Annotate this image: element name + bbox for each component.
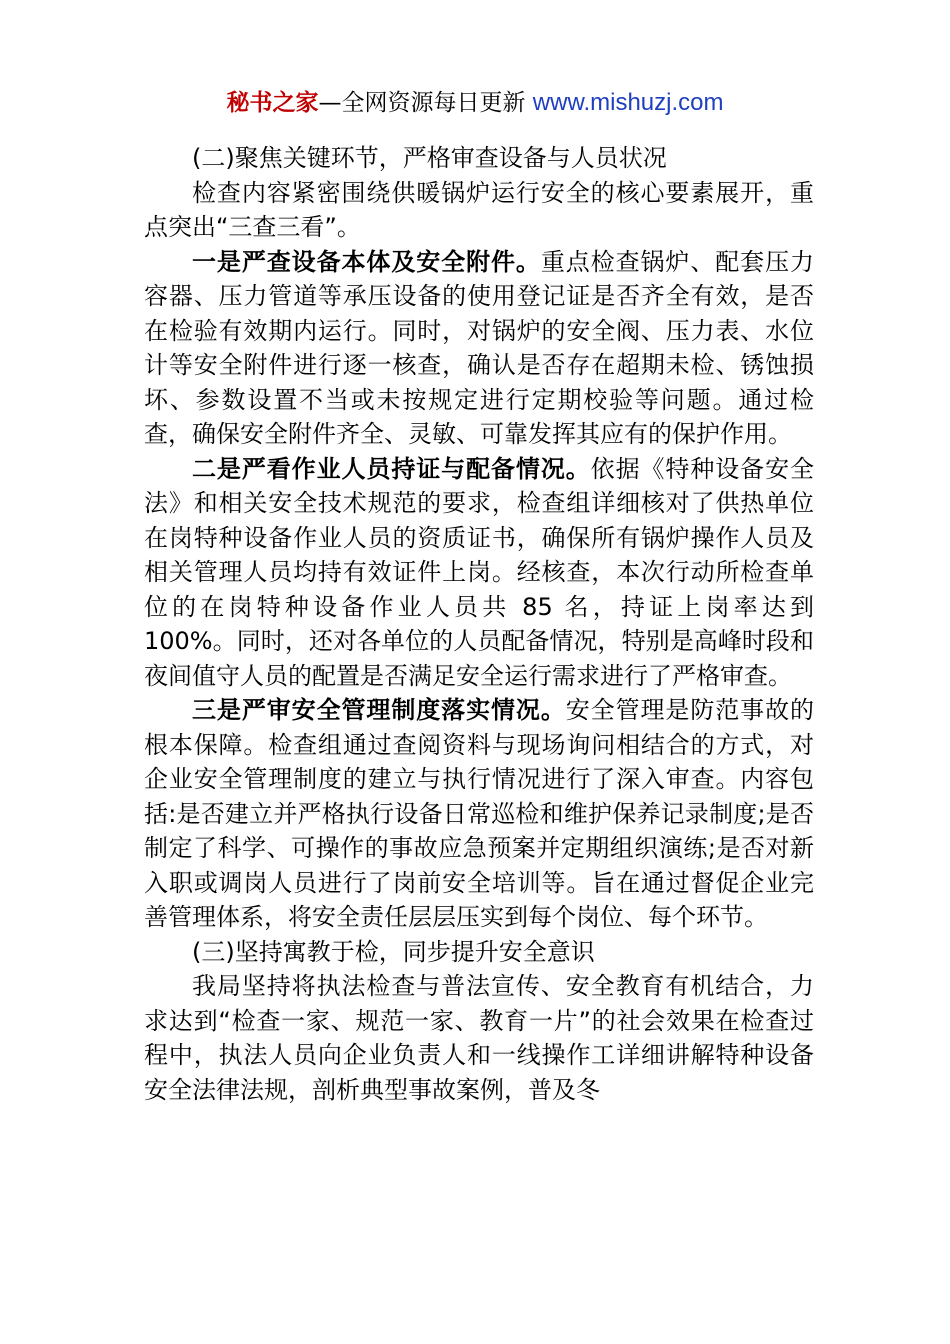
paragraph-lead: 三是严审安全管理制度落实情况。 (192, 696, 566, 724)
section-heading-2 (144, 141, 814, 176)
paragraph-lead: 一是严查设备本体及安全附件。 (192, 247, 541, 276)
paragraph-text: 安全管理是防范事故的根本保障。检查组通过查阅资料与现场询问相结合的方式，对企业安全管理制度的建立与执行情况进行了深入审查。内容包括:是否建立并严格执行设备日常巡检和维护保养记录制度;是否制定了科学、可操作的事故应急预案并定期组织演练;是否对新入职或调岗人员进行了岗前安全培训等。旨在通过督促企业完善管理体系，将安全责任层层压实到每个岗位、每个环节。 (144, 696, 814, 931)
site-slogan: —全网资源每日更新 (318, 90, 526, 116)
paragraph-text: 重点检查锅炉、配套压力容器、压力管道等承压设备的使用登记证是否齐全有效，是否在检验有效期内运行。同时，对锅炉的安全阀、压力表、水位计等安全附件进行逐一核查，确认是否存在超期未检、锈蚀损坏、参数设置不当或未按规定进行定期校验等问题。通过检查，确保安全附件齐全、灵敏、可靠发挥其应有的保护作用。 (144, 247, 815, 448)
site-header (0, 86, 950, 120)
paragraph-education (144, 969, 814, 1107)
paragraph-intro (144, 176, 814, 245)
paragraph-text: 依据《特种设备安全法》和相关安全技术规范的要求，检查组详细核对了供热单位在岗特种设备作业人员的资质证书，确保所有锅炉操作人员及相关管理人员均持有效证件上岗。经核查，本次行动所检查单位的在岗特种设备作业人员共 85 名，持证上岗率达到 100%。同时，还对各单位的人员配备情况，特别是高峰时段和夜间值守人员的配置是否满足安全运行需求进行了严格审查。 (144, 454, 815, 690)
paragraph-personnel-check (144, 452, 814, 694)
paragraph-text: 我局坚持将执法检查与普法宣传、安全教育有机结合，力求达到“检查一家、规范一家、教育一片”的社会效果在检查过程中，执法人员向企业负责人和一线操作工详细讲解特种设备安全法律法规，剖析典型事故案例，普及冬 (144, 972, 814, 1104)
site-brand: 秘书之家 (226, 90, 319, 116)
section-heading-3 (144, 935, 814, 970)
site-url-link[interactable]: www.mishuzj.com (532, 89, 724, 116)
paragraph-text: (二)聚焦关键环节，严格审查设备与人员状况 (192, 144, 667, 172)
paragraph-lead: 二是严看作业人员持证与配备情况。 (192, 454, 591, 483)
paragraph-text: 检查内容紧密围绕供暖锅炉运行安全的核心要素展开，重点突出“三查三看”。 (144, 178, 814, 241)
paragraph-text: (三)坚持寓教于检，同步提升安全意识 (192, 937, 595, 966)
paragraph-management-check (144, 693, 814, 935)
paragraph-equipment-check (144, 245, 814, 452)
document-body (144, 141, 814, 1107)
